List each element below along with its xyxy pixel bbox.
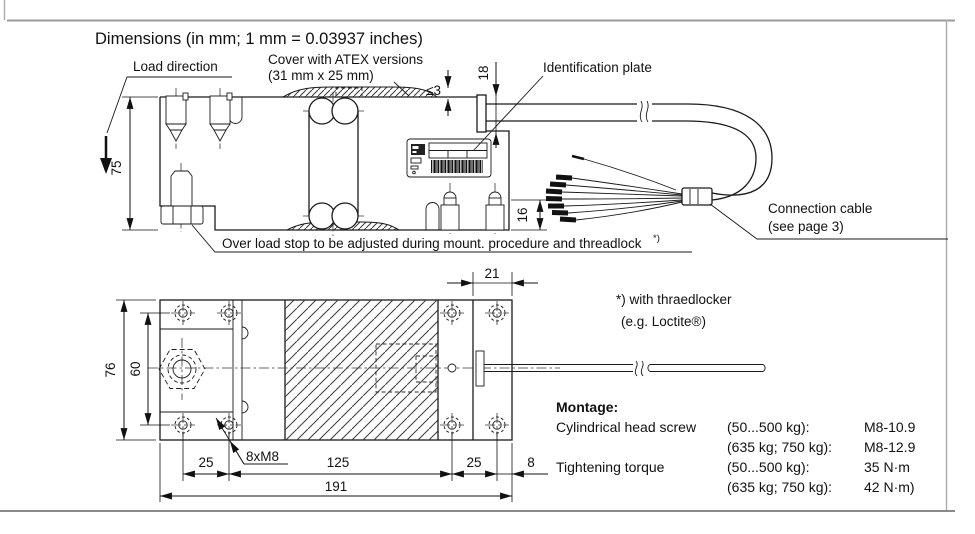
svg-text:(e.g. Loctite®): (e.g. Loctite®) [621,314,706,329]
montage-row-cond: (635 kg; 750 kg): [727,439,833,455]
svg-text:25: 25 [198,455,214,470]
montage-row-item: Cylindrical head screw [556,419,697,435]
montage-row-cond: (50...500 kg): [727,459,810,475]
montage-row-value: M8-10.9 [864,419,916,435]
svg-text:Load direction: Load direction [133,59,218,74]
page-title: Dimensions (in mm; 1 mm = 0.03937 inches) [95,30,423,48]
center-hole [448,364,456,372]
cable-ferrule [682,188,712,205]
barcode [431,160,483,173]
overload-stop-nut [161,206,203,224]
atex-cover [283,87,437,97]
svg-text:*) with thraedlocker: *) with thraedlocker [616,292,732,307]
montage-row-value: 35 N·m [864,459,910,475]
svg-text:76: 76 [103,362,118,378]
svg-text:16: 16 [515,207,530,223]
svg-text:Connection cable: Connection cable [768,201,873,216]
svg-text:125: 125 [326,455,350,470]
svg-text:25: 25 [466,455,482,470]
hatched-section [285,300,438,440]
svg-text:Identification plate: Identification plate [543,60,652,75]
svg-text:8xM8: 8xM8 [246,449,280,464]
cable-gland [477,95,486,132]
svg-text:191: 191 [324,479,348,494]
svg-text:(31 mm x 25 mm): (31 mm x 25 mm) [268,68,374,83]
montage-row-item: Tightening torque [556,459,665,475]
flexure-cutout [303,92,364,236]
svg-text:*): *) [653,233,660,244]
montage-row-cond: (50...500 kg): [727,419,810,435]
montage-title: Montage: [556,399,619,415]
svg-text:Cover with ATEX versions: Cover with ATEX versions [268,52,424,67]
svg-text:75: 75 [109,160,124,176]
svg-text:60: 60 [128,361,143,377]
montage-row-value: 42 N·m) [864,479,915,495]
svg-text:Over load stop to be adjusted: Over load stop to be adjusted during mount. procedure and threadlock [222,236,642,251]
svg-text:18: 18 [476,65,491,81]
overload-stop-bolt [171,171,192,206]
svg-text:(see page 3): (see page 3) [768,219,844,234]
brand-logo [411,144,425,155]
svg-text:≤3: ≤3 [426,83,441,98]
svg-text:8: 8 [527,455,535,470]
svg-text:21: 21 [484,266,500,281]
montage-row-cond: (635 kg; 750 kg): [727,479,833,495]
montage-row-value: M8-12.9 [864,439,916,455]
